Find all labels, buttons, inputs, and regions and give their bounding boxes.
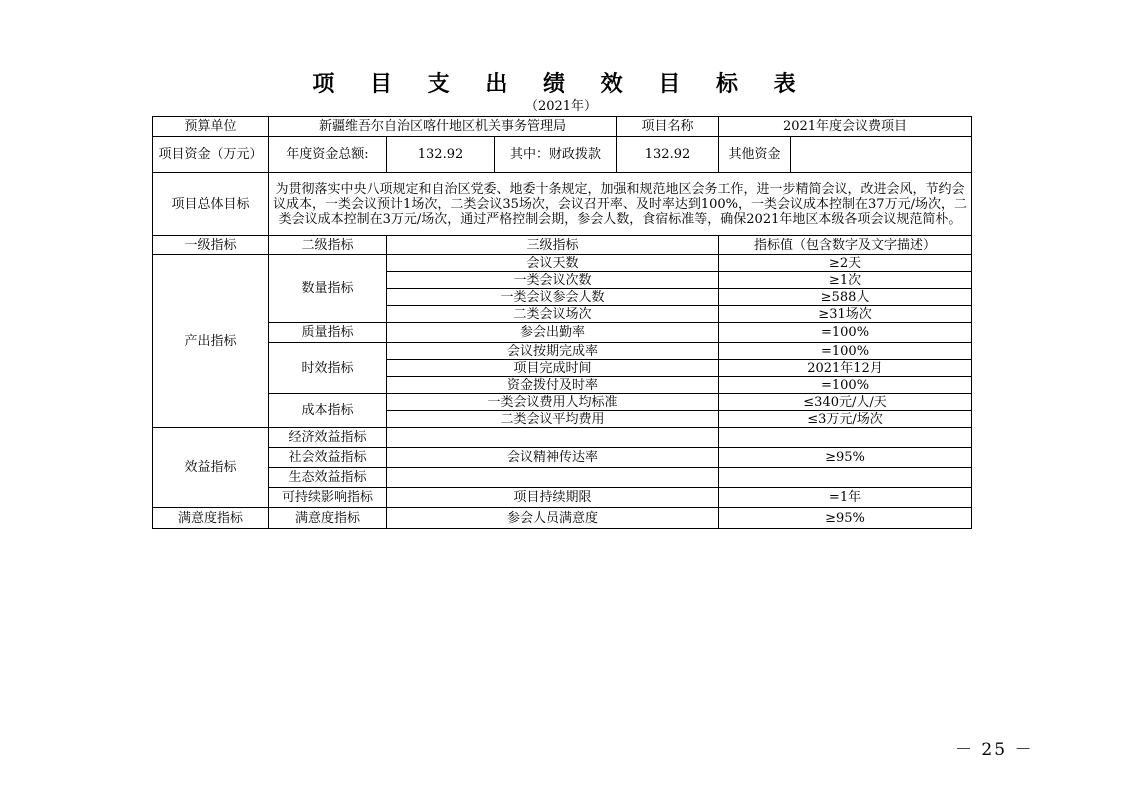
indicator-value: ≥2天 — [719, 255, 972, 272]
indicator-name — [387, 428, 719, 448]
finance-allocation-label: 其中：财政拨款 — [495, 137, 617, 173]
social-benefit-label: 社会效益指标 — [269, 448, 387, 468]
quantity-indicator-label: 数量指标 — [269, 255, 387, 323]
indicator-value: ≤340元/人/天 — [719, 394, 972, 411]
indicator-value: ≥1次 — [719, 272, 972, 289]
indicator-value: =1年 — [719, 488, 972, 508]
indicator-value: =100% — [719, 377, 972, 394]
indicator-name: 二类会议平均费用 — [387, 411, 719, 428]
other-funds-label: 其他资金 — [719, 137, 791, 173]
indicator-value — [719, 468, 972, 488]
project-name-value: 2021年度会议费项目 — [719, 117, 972, 137]
budget-unit-label: 预算单位 — [153, 117, 269, 137]
col-header-level3: 三级指标 — [387, 236, 719, 255]
col-header-level1: 一级指标 — [153, 236, 269, 255]
indicator-name — [387, 468, 719, 488]
indicator-name: 会议按期完成率 — [387, 343, 719, 360]
indicator-name: 会议天数 — [387, 255, 719, 272]
project-name-label: 项目名称 — [617, 117, 719, 137]
annual-total-label: 年度资金总额: — [269, 137, 387, 173]
annual-total-value: 132.92 — [387, 137, 495, 173]
indicator-name: 项目完成时间 — [387, 360, 719, 377]
indicator-value: ≥95% — [719, 448, 972, 468]
budget-unit-value: 新疆维吾尔自治区喀什地区机关事务管理局 — [269, 117, 617, 137]
indicator-value: =100% — [719, 323, 972, 343]
col-header-value: 指标值（包含数字及文字描述） — [719, 236, 972, 255]
page-title: 项 目 支 出 绩 效 目 标 表 — [312, 72, 810, 97]
indicator-name: 参会人员满意度 — [387, 508, 719, 529]
indicator-value: 2021年12月 — [719, 360, 972, 377]
satisfaction-indicator-label: 满意度指标 — [153, 508, 269, 529]
satisfaction-sub-label: 满意度指标 — [269, 508, 387, 529]
overall-goal-text: 为贯彻落实中央八项规定和自治区党委、地委十条规定，加强和规范地区会务工作，进一步精简会议，改进会风，节约会议成本，一类会议预计1场次，二类会议35场次，会议召开率、及时率达到100%，一类会议成本控制在37万元/场次，二类会议成本控制在3万元/场次，通过严格控制会期，参会人数，食宿标准等，确保2021年地区本级各项会议规范简朴。 — [269, 173, 972, 236]
finance-allocation-value: 132.92 — [617, 137, 719, 173]
indicator-value: =100% — [719, 343, 972, 360]
indicator-name: 一类会议费用人均标准 — [387, 394, 719, 411]
project-funds-label: 项目资金（万元） — [153, 137, 269, 173]
benefit-indicator-label: 效益指标 — [153, 428, 269, 508]
sustainable-impact-label: 可持续影响指标 — [269, 488, 387, 508]
indicator-name: 项目持续期限 — [387, 488, 719, 508]
economic-benefit-label: 经济效益指标 — [269, 428, 387, 448]
indicator-name: 一类会议参会人数 — [387, 289, 719, 306]
indicator-value: ≥588人 — [719, 289, 972, 306]
ecological-benefit-label: 生态效益指标 — [269, 468, 387, 488]
timeliness-indicator-label: 时效指标 — [269, 343, 387, 394]
col-header-level2: 二级指标 — [269, 236, 387, 255]
indicator-name: 二类会议场次 — [387, 306, 719, 323]
page-number: － 25 － — [955, 740, 1034, 760]
overall-goal-label: 项目总体目标 — [153, 173, 269, 236]
indicator-name: 参会出勤率 — [387, 323, 719, 343]
indicator-name: 一类会议次数 — [387, 272, 719, 289]
quality-indicator-label: 质量指标 — [269, 323, 387, 343]
cost-indicator-label: 成本指标 — [269, 394, 387, 428]
indicator-value: ≥95% — [719, 508, 972, 529]
indicator-value: ≥31场次 — [719, 306, 972, 323]
year-subtitle: （2021年） — [524, 99, 598, 114]
other-funds-value — [791, 137, 972, 173]
performance-target-table — [152, 116, 972, 529]
indicator-name: 会议精神传达率 — [387, 448, 719, 468]
indicator-name: 资金拨付及时率 — [387, 377, 719, 394]
output-indicator-label: 产出指标 — [153, 255, 269, 428]
indicator-value — [719, 428, 972, 448]
indicator-value: ≤3万元/场次 — [719, 411, 972, 428]
